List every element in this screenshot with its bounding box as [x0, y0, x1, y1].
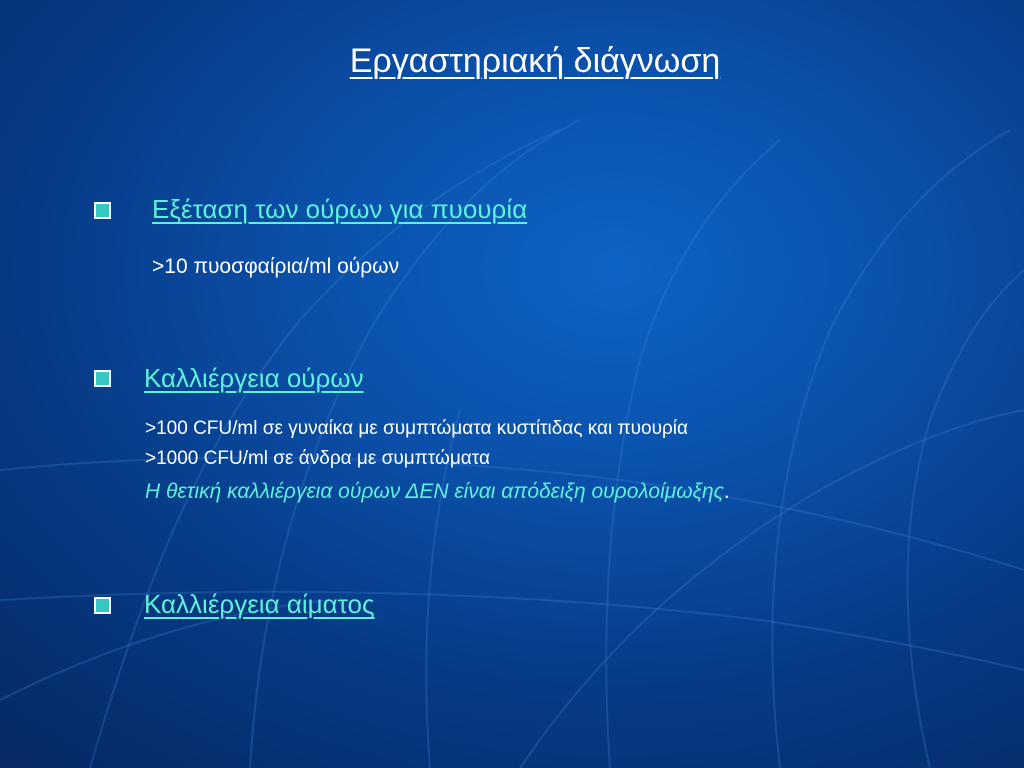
section-heading-urine-culture: Καλλιέργεια ούρων [144, 363, 364, 393]
section-line: >100 CFU/ml σε γυναίκα με συμπτώματα κυστίτιδας και πυουρία [145, 418, 688, 439]
note-period: . [723, 480, 730, 503]
section-note [145, 480, 730, 504]
square-bullet-icon [94, 202, 111, 219]
section-heading-blood-culture: Καλλιέργεια αίματος [144, 589, 375, 619]
section-line: >10 πυοσφαίρια/ml ούρων [152, 255, 400, 278]
section-heading-urine-exam: Εξέταση των ούρων για πυουρία [152, 194, 528, 224]
section-line: >1000 CFU/ml σε άνδρα με συμπτώματα [145, 448, 490, 469]
slide-title: Εργαστηριακή διάγνωση [349, 42, 721, 80]
note-text: Η θετική καλλιέργεια ούρων ΔΕΝ είναι απόδειξη ουρολοίμωξης [145, 480, 724, 503]
square-bullet-icon [94, 370, 111, 387]
square-bullet-icon [94, 597, 111, 614]
